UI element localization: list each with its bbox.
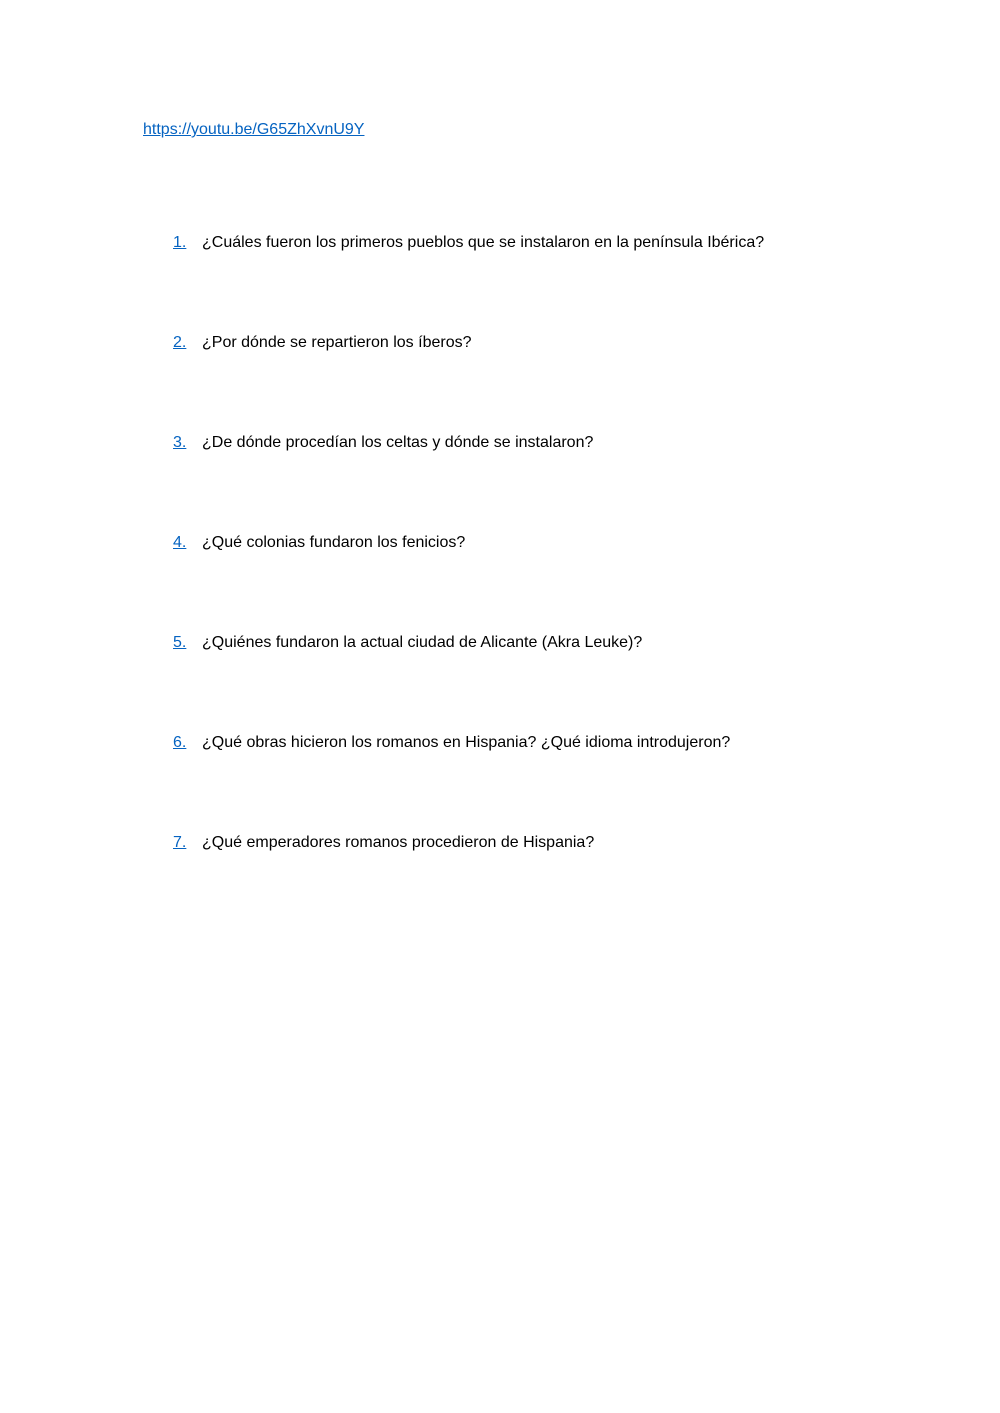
question-text: ¿Quiénes fundaron la actual ciudad de Alicante (Akra Leuke)? — [202, 634, 643, 651]
question-item — [173, 332, 953, 432]
question-list — [173, 232, 953, 932]
question-item — [173, 232, 953, 332]
question-text: ¿Por dónde se repartieron los íberos? — [202, 334, 472, 351]
question-item — [173, 532, 953, 632]
question-number: 3. — [173, 434, 187, 451]
question-text: ¿Qué colonias fundaron los fenicios? — [202, 534, 466, 551]
question-number: 7. — [173, 834, 187, 851]
video-link[interactable]: https://youtu.be/G65ZhXvnU9Y — [143, 121, 365, 138]
question-number: 5. — [173, 634, 187, 651]
question-text: ¿Qué obras hicieron los romanos en Hispania? ¿Qué idioma introdujeron? — [202, 734, 731, 751]
question-number: 4. — [173, 534, 187, 551]
question-number: 1. — [173, 234, 187, 251]
question-text: ¿De dónde procedían los celtas y dónde se instalaron? — [202, 434, 594, 451]
question-number: 2. — [173, 334, 187, 351]
question-item — [173, 832, 953, 932]
question-number: 6. — [173, 734, 187, 751]
question-text: ¿Cuáles fueron los primeros pueblos que se instalaron en la península Ibérica? — [202, 234, 765, 251]
question-item — [173, 732, 953, 832]
question-item — [173, 432, 953, 532]
question-item — [173, 632, 953, 732]
question-text: ¿Qué emperadores romanos procedieron de Hispania? — [202, 834, 595, 851]
